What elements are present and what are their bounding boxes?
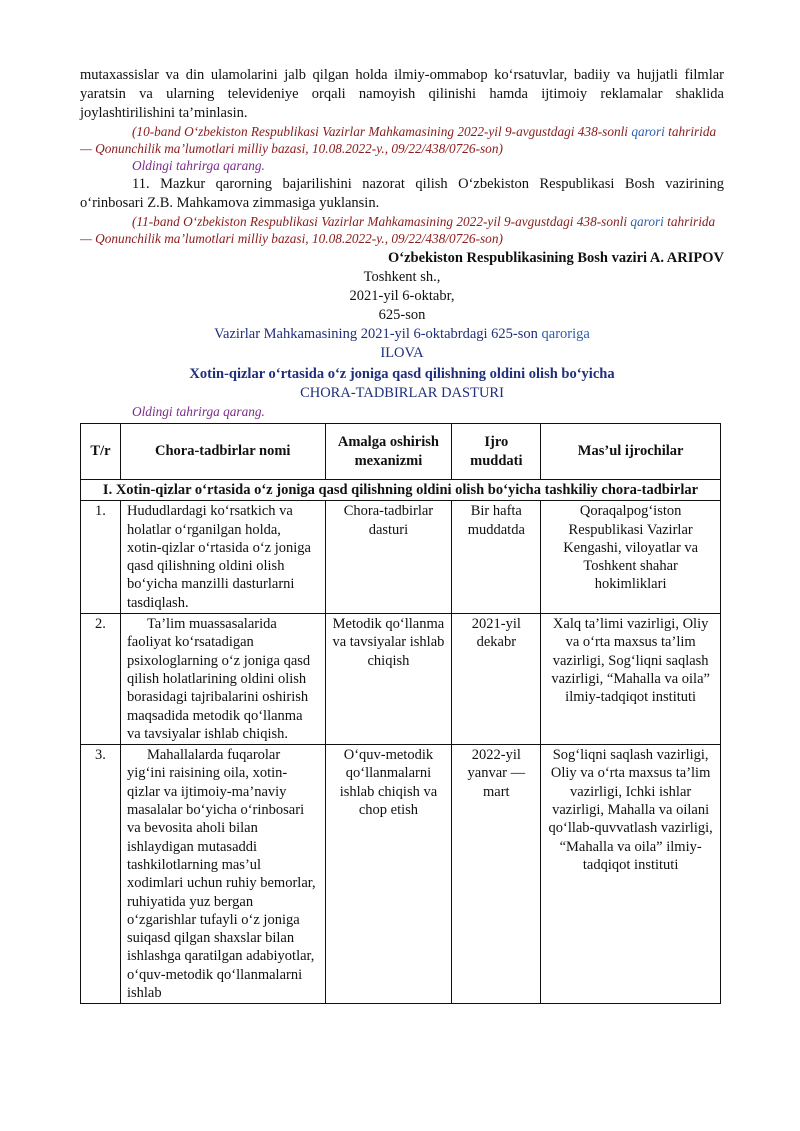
note-text: (10-band O‘zbekiston Respublikasi Vazirlar Mahkamasining 2022-yil 9-avgustdagi 438-sonli — [132, 124, 632, 139]
decree-link[interactable]: qaroriga — [541, 326, 590, 342]
deadline: Bir hafta muddatda — [452, 501, 541, 614]
column-header: Ijro muddati — [452, 424, 541, 480]
mechanism: O‘quv-metodik qo‘llanmalarni ishlab chiqish va chop etish — [325, 745, 452, 1004]
column-header: Mas’ul ijrochilar — [541, 424, 721, 480]
measure-name: Hududlardagi ko‘rsatkich va holatlar o‘rganilgan holda, xotin-qizlar o‘rtasida o‘z joniga qasd qilishning oldini olish bo‘yicha manzilli dasturlarni tasdiqlash. — [120, 501, 325, 614]
table-row — [81, 745, 721, 1004]
column-header: T/r — [81, 424, 121, 480]
decree-number: 625-son — [378, 307, 426, 323]
previous-edition-link[interactable]: Oldingi tahrirga qarang. — [132, 404, 265, 419]
program-title: Xotin-qizlar o‘rtasida o‘z joniga qasd qilishning oldini olish bo‘yicha — [189, 366, 615, 382]
measure-name — [120, 614, 325, 745]
row-number: 2. — [81, 614, 121, 745]
decree-link[interactable]: qarori — [631, 124, 665, 139]
decree-link[interactable]: qarori — [630, 214, 664, 229]
document-page — [80, 66, 724, 1004]
table-header-row — [81, 424, 721, 480]
note-text: (11-band O‘zbekiston Respublikasi Vazirlar Mahkamasining 2022-yil 9-avgustdagi 438-sonli — [132, 214, 631, 229]
row-number: 1. — [81, 501, 121, 614]
program-subtitle: CHORA-TADBIRLAR DASTURI — [300, 385, 504, 401]
place: Toshkent sh., — [363, 269, 441, 285]
amendment-note-10 — [80, 123, 724, 157]
measures-table — [80, 423, 721, 1004]
signer: O‘zbekiston Respublikasining Bosh vaziri A. ARIPOV — [388, 250, 724, 266]
section-heading: I. Xotin-qizlar o‘rtasida o‘z joniga qasd qilishning oldini olish bo‘yicha tashkiliy chora-tadbirlar — [81, 480, 721, 501]
paragraph-11: 11. Mazkur qarorning bajarilishini nazorat qilish O‘zbekiston Respublikasi Bosh vazirining o‘rinbosari Z.B. Mahkamova zimmasiga yuklansin. — [80, 176, 724, 211]
table-row — [81, 614, 721, 745]
previous-edition-link[interactable]: Oldingi tahrirga qarang. — [132, 158, 265, 173]
mechanism: Chora-tadbirlar dasturi — [325, 501, 452, 614]
responsible: Qoraqalpog‘iston Respublikasi Vazirlar Kengashi, viloyatlar va Toshkent shahar hokimliklari — [541, 501, 721, 614]
column-header: Chora-tadbirlar nomi — [120, 424, 325, 480]
measure-name — [120, 745, 325, 1004]
top-paragraph: mutaxassislar va din ulamolarini jalb qilgan holda ilmiy-ommabop ko‘rsatuvlar, badiiy va hujjatli filmlar yaratsin va ularning televideniye orqali namoyish qilinishi hamda ijtimoiy reklamalar shaklida joylashtirilishini ta’minlasin. — [80, 67, 724, 121]
column-header: Amalga oshirish mexanizmi — [325, 424, 452, 480]
date: 2021-yil 6-oktabr, — [349, 288, 455, 304]
note-text: tahririda — Qonunchilik ma’lumotlari milliy bazasi, 10.08.2022-y., 09/22/438/0726-son) — [80, 124, 717, 156]
section-row — [81, 480, 721, 501]
note-text: tahririda — Qonunchilik ma’lumotlari milliy bazasi, 10.08.2022-y., 09/22/438/0726-son) — [80, 214, 716, 246]
annex-reference-text: Vazirlar Mahkamasining 2021-yil 6-oktabrdagi 625-son — [214, 326, 542, 342]
measure-name-text: Mahallalarda fuqarolar yig‘ini raisining oila, xotin-qizlar va ijtimoiy-ma’naviy masalalar bo‘yicha o‘rinbosari va bevosita aholi bilan ishlaydigan mutasaddi tashkilotlarning mas’ul xodimlari uchun ruhiy bemorlar, ruhiyatida yuz bergan o‘zgarishlar tufayli o‘z joniga suiqasd qilgan shaxslar bilan ishlashga qaratilgan adabiyotlar, o‘quv-metodik qo‘llanmalarni ishlab — [126, 747, 316, 1002]
responsible: Xalq ta’limi vazirligi, Oliy va o‘rta maxsus ta’lim vazirligi, Sog‘liqni saqlash vazirligi, “Mahalla va oila” ilmiy-tadqiqot instituti — [541, 614, 721, 745]
deadline: 2021-yil dekabr — [452, 614, 541, 745]
deadline: 2022-yil yanvar — mart — [452, 745, 541, 1004]
measure-name-text: Ta’lim muassasalarida faoliyat ko‘rsatadigan psixologlarning o‘z joniga qasd qilish holatlarining oldini olish borasidagi tajribalarini oshirish maqsadida metodik qo‘llanma va tavsiyalar ishlab chiqish. — [126, 616, 311, 742]
mechanism: Metodik qo‘llanma va tavsiyalar ishlab chiqish — [325, 614, 452, 745]
annex-label: ILOVA — [380, 345, 424, 361]
responsible: Sog‘liqni saqlash vazirligi, Oliy va o‘rta maxsus ta’lim vazirligi, Ichki ishlar vazirligi, Mahalla va oilani qo‘llab-quvvatlash vazirligi, “Mahalla va oila” ilmiy-tadqiqot instituti — [541, 745, 721, 1004]
amendment-note-11 — [80, 213, 724, 247]
annex-reference — [80, 325, 724, 344]
table-row — [81, 501, 721, 614]
row-number: 3. — [81, 745, 121, 1004]
